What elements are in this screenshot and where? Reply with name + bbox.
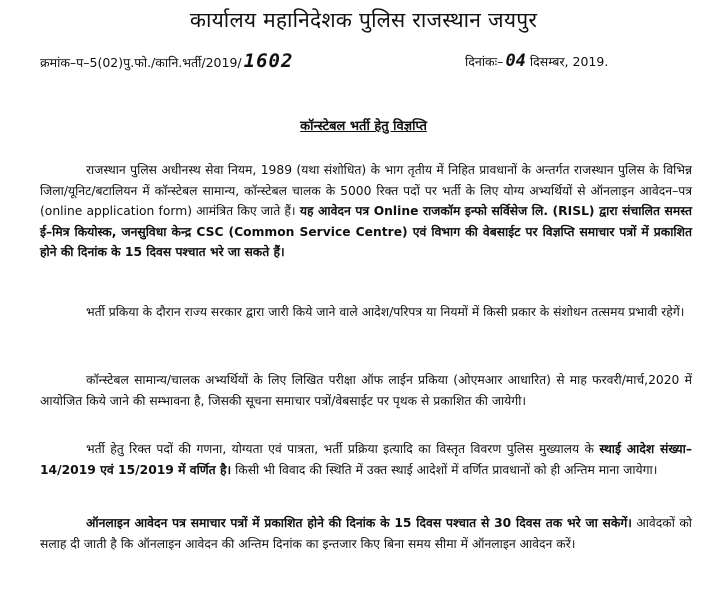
paragraph-5-text-a: ऑनलाइन आवेदन पत्र समाचार पत्रों में प्रकाशित होने की दिनांक के 15 दिवस पश्चात से 30 दिवस तक भरे जा सकेगें। [86, 516, 632, 530]
standing-order-reference: स्थाई आदेश संख्या–14/2019 एवं 15/2019 में वर्णित है। [40, 442, 692, 477]
paragraph-2: भर्ती प्रकिया के दौरान राज्य सरकार द्वारा जारी किये जाने वाले आदेश/परिपत्र या नियमों में किसी प्रकार के संशोधन तत्समय प्रभावी रहेगें। [86, 305, 685, 319]
reference-number-block [40, 50, 293, 74]
date-month-year: दिसम्बर, 2019. [529, 54, 609, 69]
reference-line [40, 50, 700, 76]
reference-number: 1602 [243, 50, 294, 72]
date-day: 04 [505, 51, 526, 71]
paragraph-1 [40, 160, 692, 263]
date-label: दिनांकः– [465, 54, 504, 69]
paragraph-3: कॉन्स्टेबल सामान्य/चालक अभ्यर्थियों के लिए लिखित परीक्षा ऑफ लाईन प्रकिया (ओएमआर आधारित) से माह फरवरी/मार्च,2020 में आयोजित किये जाने की सम्भावना है, जिसकी सूचना समाचार पत्रों/वेबसाईट पर पृथक से प्रकाशित की जायेगी। [40, 373, 692, 408]
paragraph-4-text-a: भर्ती हेतु रिक्त पदों की गणना, योग्यता एवं पात्रता, भर्ती प्रक्रिया इत्यादि का विस्तृत विवरण पुलिस मुख्यालय के [86, 442, 594, 456]
paragraph-1-text-b: यह आवेदन पत्र Online राजकॉम इन्फो सर्विसेज लि. (RISL) द्वारा संचालित समस्त ई–मित्र कियोस्क, जनसुविधा केन्द्र CSC (Common Service Centre) एवं विभाग की वेबसाईट पर विज्ञप्ति समाचार पत्रों में प्रकाशित होने की दिनांक के 15 दिवस पश्चात भरे जा सकते हैं। [40, 204, 692, 259]
paragraph-4 [40, 439, 692, 480]
reference-prefix: क्रमांक–प–5(02)पु.फो./कानि.भर्ती/2019/ [40, 55, 242, 70]
office-title: कार्यालय महानिदेशक पुलिस राजस्थान जयपुर [189, 8, 538, 32]
date-block [465, 50, 608, 73]
paragraph-5-text-b: आवेदकों को सलाह दी जाती है कि ऑनलाइन आवेदन की अन्तिम दिनांक का इन्तजार किए बिना समय सीमा में ऑनलाइन आवेदन करें। [40, 516, 692, 551]
paragraph-1-text-a: राजस्थान पुलिस अधीनस्थ सेवा नियम, 1989 (यथा संशोधित) के भाग तृतीय में निहित प्रावधानों के अन्तर्गत राजस्थान पुलिस के विभिन्न जिला/यूनिट/बटालियन में कॉन्स्टेबल सामान्य, कॉन्स्टेबल चालक के 5000 रिक्त पदों पर भर्ती के लिए योग्य अभ्यर्थियों से ऑनलाइन आवेदन–पत्र (online application form) आमंत्रित किए जाते हैं। [40, 163, 692, 218]
paragraph-5 [40, 513, 692, 554]
paragraph-4-text-c: किसी भी विवाद की स्थिति में उक्त स्थाई आदेशों में वर्णित प्रावधानों को ही अन्तिम माना जायेगा। [235, 462, 658, 477]
notice-heading: कॉन्स्टेबल भर्ती हेतु विज्ञप्ति [300, 119, 427, 134]
